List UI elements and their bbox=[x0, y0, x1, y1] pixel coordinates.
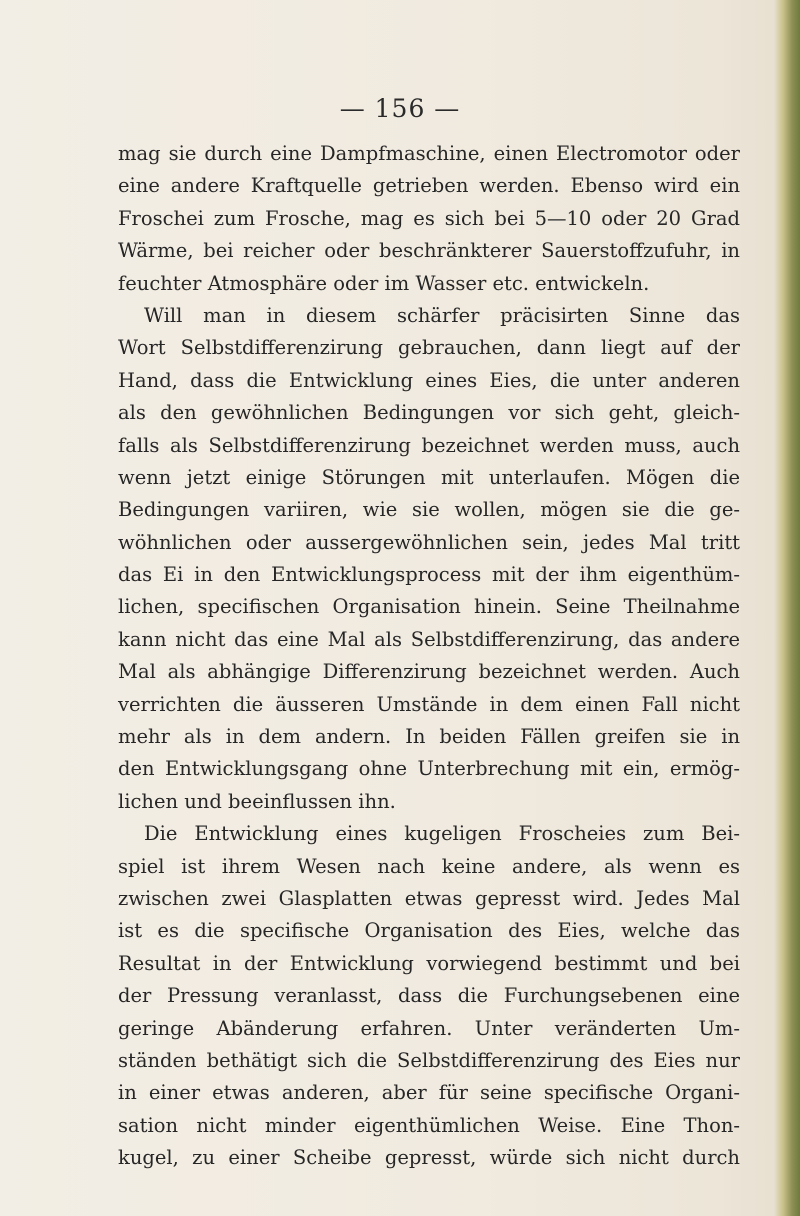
text-line: Die Entwicklung eines kugeligen Froscheies zum Bei- bbox=[144, 822, 740, 846]
text-line: das Ei in den Entwicklungsprocess mit der ihm eigenthüm- bbox=[118, 563, 740, 587]
text-line: kugel, zu einer Scheibe gepresst, würde sich nicht durch bbox=[118, 1146, 740, 1170]
text-line: mag sie durch eine Dampfmaschine, einen Electromotor oder bbox=[118, 142, 740, 165]
text-line: verrichten die äusseren Umstände in dem einen Fall nicht bbox=[118, 692, 740, 716]
text-line: Froschei zum Frosche, mag es sich bei 5—10 oder 20 Grad bbox=[118, 206, 740, 230]
text-line: Will man in diesem schärfer präcisirten Sinne das bbox=[144, 303, 740, 327]
text-line: lichen, specifischen Organisation hinein. Seine Theilnahme bbox=[118, 595, 740, 619]
text-line: wöhnlichen oder aussergewöhnlichen sein, jedes Mal tritt bbox=[118, 530, 740, 554]
body-text bbox=[118, 138, 740, 1175]
text-line: als den gewöhnlichen Bedingungen vor sich geht, gleich- bbox=[118, 401, 740, 425]
text-line: Mal als abhängige Differenzirung bezeichnet werden. Auch bbox=[118, 660, 740, 684]
text-line: wenn jetzt einige Störungen mit unterlaufen. Mögen die bbox=[118, 465, 740, 489]
text-line: eine andere Kraftquelle getrieben werden. Ebenso wird ein bbox=[118, 174, 740, 198]
text-line: feuchter Atmosphäre oder im Wasser etc. entwickeln. bbox=[118, 271, 650, 295]
text-line: spiel ist ihrem Wesen nach keine andere, als wenn es bbox=[118, 854, 740, 878]
text-line: Hand, dass die Entwicklung eines Eies, die unter anderen bbox=[118, 368, 740, 392]
text-line: sation nicht minder eigenthümlichen Weise. Eine Thon- bbox=[118, 1113, 740, 1137]
text-line: ist es die specifische Organisation des Eies, welche das bbox=[118, 919, 740, 943]
text-line: falls als Selbstdifferenzirung bezeichnet werden muss, auch bbox=[118, 433, 740, 457]
text-line: in einer etwas anderen, aber für seine specifische Organi- bbox=[118, 1081, 740, 1105]
text-line: Bedingungen variiren, wie sie wollen, mögen sie die ge- bbox=[118, 498, 740, 522]
text-line: ständen bethätigt sich die Selbstdifferenzirung des Eies nur bbox=[118, 1048, 740, 1072]
page-edge-shadow bbox=[774, 0, 800, 1216]
text-line: kann nicht das eine Mal als Selbstdifferenzirung, das andere bbox=[118, 627, 740, 651]
text-line: Resultat in der Entwicklung vorwiegend bestimmt und bei bbox=[118, 951, 740, 975]
page-number-header: — 156 — bbox=[339, 94, 461, 123]
text-line: zwischen zwei Glasplatten etwas gepresst wird. Jedes Mal bbox=[118, 886, 740, 910]
text-line: den Entwicklungsgang ohne Unterbrechung mit ein, ermög- bbox=[118, 757, 740, 781]
text-line: mehr als in dem andern. In beiden Fällen greifen sie in bbox=[118, 725, 740, 749]
text-line: geringe Abänderung erfahren. Unter veränderten Um- bbox=[118, 1016, 740, 1040]
text-line: Wärme, bei reicher oder beschränkterer Sauerstoffzufuhr, in bbox=[118, 239, 740, 263]
text-line: der Pressung veranlasst, dass die Furchungsebenen eine bbox=[118, 984, 740, 1008]
text-line: lichen und beeinflussen ihn. bbox=[118, 789, 396, 813]
text-line: Wort Selbstdifferenzirung gebrauchen, dann liegt auf der bbox=[118, 336, 740, 360]
